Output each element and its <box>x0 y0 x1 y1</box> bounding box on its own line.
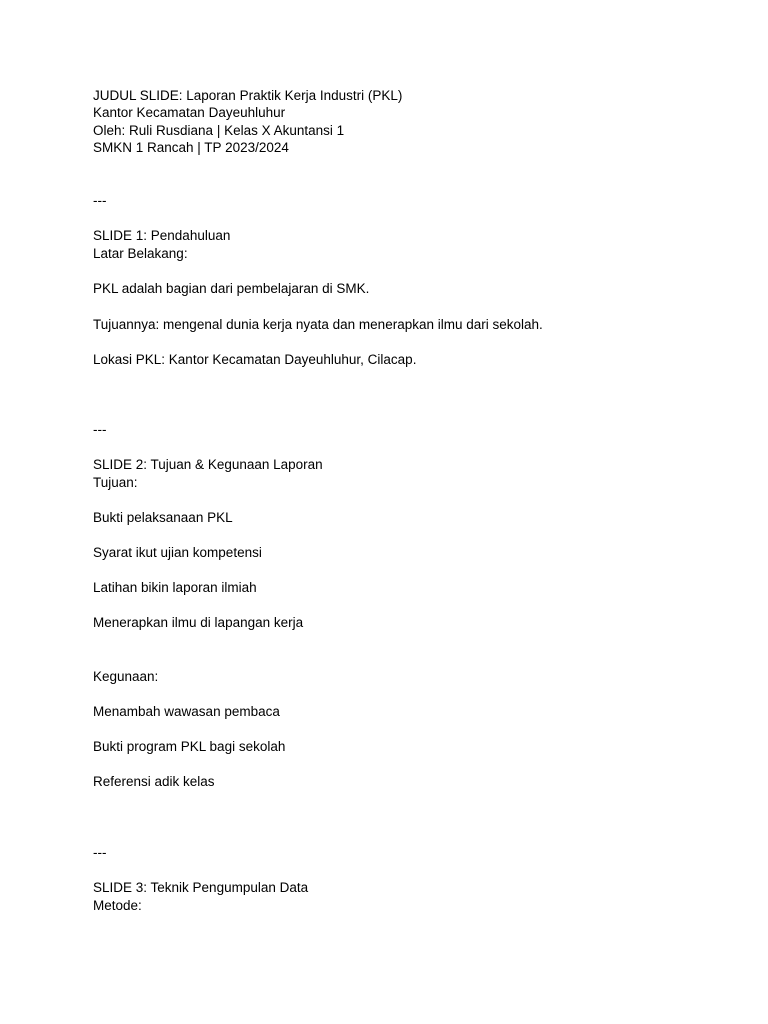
separator-3: --- <box>93 845 107 860</box>
slide3-subheading: Metode: <box>93 898 142 913</box>
slide2-tujuan-item: Syarat ikut ujian kompetensi <box>93 545 262 560</box>
separator-1: --- <box>93 193 107 208</box>
slide2-tujuan-item: Menerapkan ilmu di lapangan kerja <box>93 615 304 630</box>
slide2-heading: SLIDE 2: Tujuan & Kegunaan Laporan <box>93 457 323 472</box>
slide2-kegunaan-item: Menambah wawasan pembaca <box>93 704 280 719</box>
slide1-heading: SLIDE 1: Pendahuluan <box>93 228 231 243</box>
slide2-kegunaan-item: Referensi adik kelas <box>93 774 215 789</box>
title-line-3: Oleh: Ruli Rusdiana | Kelas X Akuntansi 1 <box>93 123 345 138</box>
separator-2: --- <box>93 422 107 437</box>
slide2-tujuan-item: Latihan bikin laporan ilmiah <box>93 580 257 595</box>
title-line-2: Kantor Kecamatan Dayeuhluhur <box>93 105 286 120</box>
slide2-kegunaan-item: Bukti program PKL bagi sekolah <box>93 739 286 754</box>
slide2-tujuan-label: Tujuan: <box>93 475 138 490</box>
title-line-1: JUDUL SLIDE: Laporan Praktik Kerja Industri (PKL) <box>93 88 403 103</box>
slide1-item: Lokasi PKL: Kantor Kecamatan Dayeuhluhur, Cilacap. <box>93 352 417 367</box>
slide3-heading: SLIDE 3: Teknik Pengumpulan Data <box>93 880 309 895</box>
slide1-item: PKL adalah bagian dari pembelajaran di SMK. <box>93 281 370 296</box>
slide1-item: Tujuannya: mengenal dunia kerja nyata dan menerapkan ilmu dari sekolah. <box>93 317 543 332</box>
slide2-tujuan-item: Bukti pelaksanaan PKL <box>93 510 233 525</box>
slide2-kegunaan-label: Kegunaan: <box>93 669 159 684</box>
slide1-subheading: Latar Belakang: <box>93 246 188 261</box>
title-line-4: SMKN 1 Rancah | TP 2023/2024 <box>93 140 289 155</box>
